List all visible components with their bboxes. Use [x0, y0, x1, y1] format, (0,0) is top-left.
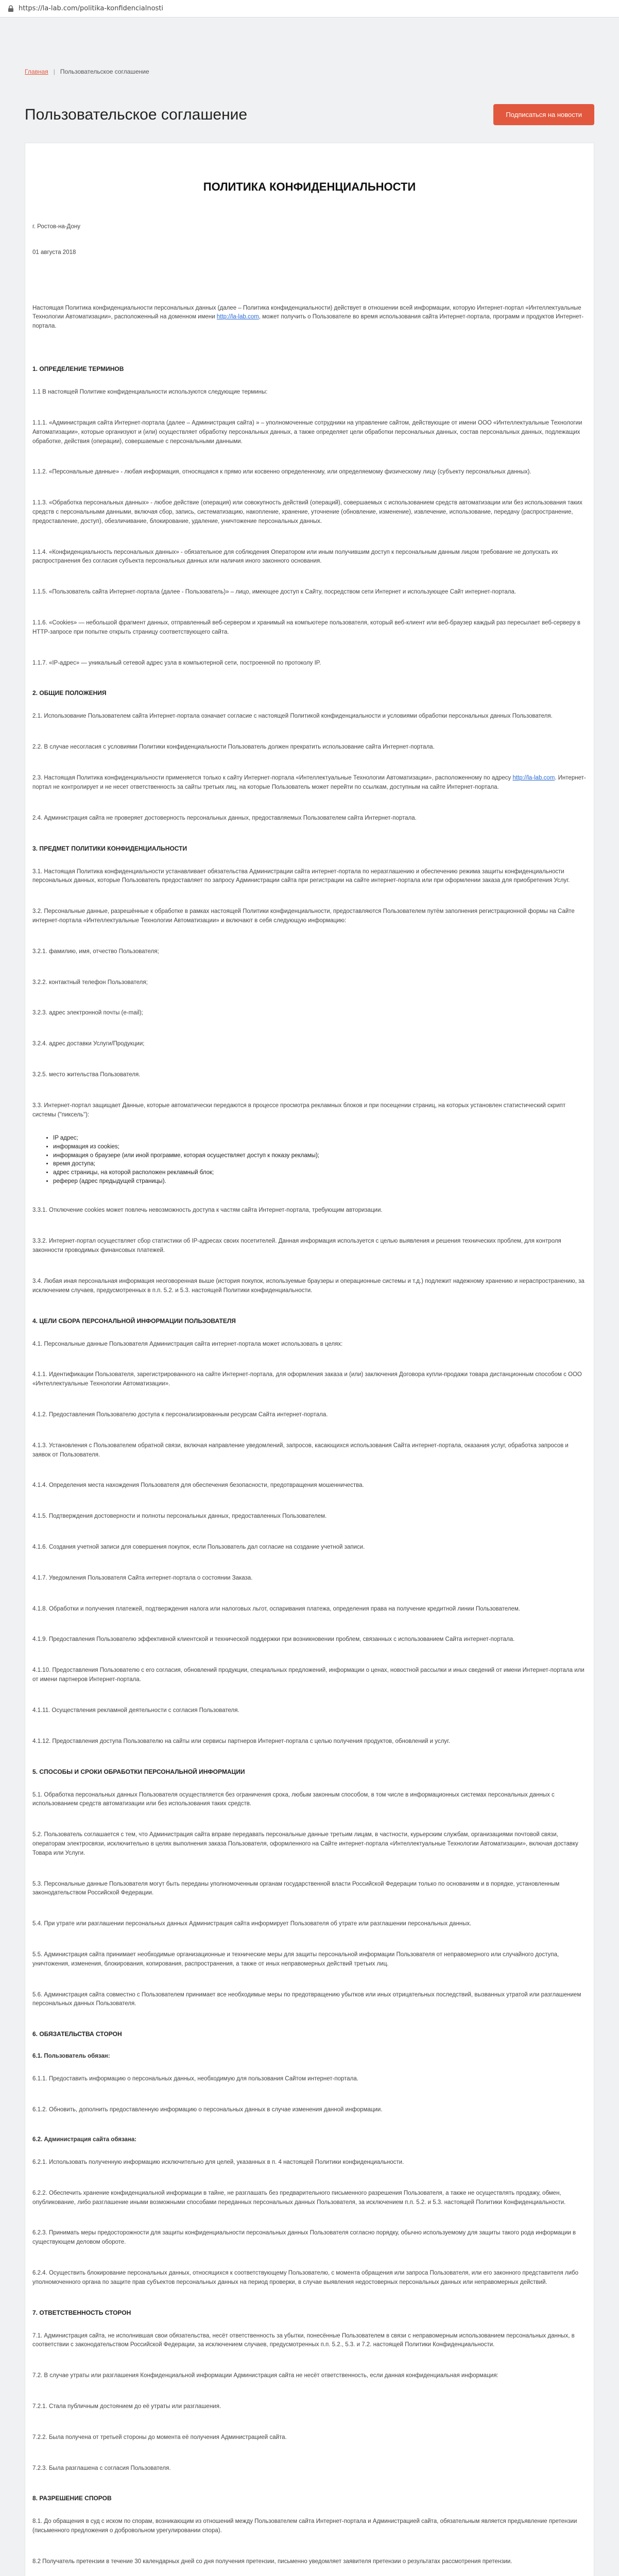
section-heading: 5. СПОСОБЫ И СРОКИ ОБРАБОТКИ ПЕРСОНАЛЬНОЙ ИНФОРМАЦИИ: [32, 1768, 245, 1775]
list-item: 4.1.1. Идентификации Пользователя, зарегистрированного на сайте Интернет-портала, для оформления заказа и (или) заключения Договора купли-продажи товара дистанционным способом с ООО «Интеллектуальные Технологии Автоматизации».: [32, 1371, 582, 1387]
paragraph: 5.2. Пользователь соглашается с тем, что Администрация сайта вправе передавать персональные данные третьим лицам, в частности, курьерским службам, организациями почтовой связи, операторам электросвязи, исключительно в целях выполнения заказа Пользователя, оформленного на Сайте интернет-портала «Интеллектуальные Технологии Автоматизации», включая доставку Товара или Услуги.: [32, 1832, 578, 1856]
paragraph: 1.1.1. «Администрация сайта Интернет-портала (далее – Администрация сайта) » – уполномоченные сотрудники на управление сайтом, действующие от имени ООО «Интеллектуальные Технологии Автоматизации», которые организуют и (или) осуществляет обработку персональных данных, а также определяет цели обработки персональных данных, состав персональных данных, подлежащих обработке, действия (операции), совершаемые с персональными данными.: [32, 419, 582, 445]
paragraph: 2.4. Администрация сайта не проверяет достоверность персональных данных, предоставляемых Пользователем сайта Интернет-портала.: [32, 815, 417, 821]
paragraph: 7.2. В случае утраты или разглашения Конфиденциальной информации Администрация сайта не несёт ответственность, если данная конфиденциальная информация:: [32, 2372, 498, 2379]
list-item: 6.2.4. Осуществить блокирование персональных данных, относящихся к соответствующему Пользователю, с момента обращения или запроса Пользователя, или его законного представителя либо уполномоченного органа по защите прав субъектов персональных данных на период проверки, в случае выявления недостоверных персональных данных или неправомерных действий.: [32, 2269, 579, 2285]
page-title: Пользовательское соглашение: [25, 106, 248, 123]
section-heading: 6. ОБЯЗАТЕЛЬСТВА СТОРОН: [32, 2030, 122, 2038]
list-item: 6.2.1. Использовать полученную информацию исключительно для целей, указанных в п. 4 настоящей Политики конфиденциальности.: [32, 2159, 404, 2165]
list-item: 4.1.2. Предоставления Пользователю доступа к персонализированным ресурсам Сайта интернет-портала.: [32, 1411, 328, 1418]
intro-paragraph: Настоящая Политика конфиденциальности персональных данных (далее – Политика конфиденциальности) действует в отношении всей информации, которую Интернет-портал «Интеллектуальные Технологии Автоматизации», расположенный на доменном имени http://la-lab.com, может получить о Пользователе во время использования сайта Интернет-портала, программ и продуктов Интернет-портала.: [32, 304, 584, 330]
paragraph: 3.2. Персональные данные, разрешённые к обработке в рамках настоящей Политики конфиденциальности, предоставляются Пользователем путём заполнения регистрационной формы на Сайте интернет-портала «Интеллектуальные Технологии Автоматизации» и включают в себя следующую информацию:: [32, 908, 575, 924]
list-item: 3.2.3. адрес электронной почты (e-mail);: [32, 1010, 143, 1016]
list-item: 4.1.12. Предоставления доступа Пользователю на сайты или сервисы партнеров Интернет-портала с целью получения продуктов, обновлений и услуг.: [32, 1738, 451, 1744]
browser-address-bar[interactable]: [0, 0, 619, 18]
list-item: • реферер (адрес предыдущей страницы).: [53, 1177, 587, 1186]
list-item: 3.2.2. контактный телефон Пользователя;: [32, 979, 148, 986]
list-item: • информация о браузере (или иной программе, которая осуществляет доступ к показу рекламы);: [53, 1151, 587, 1160]
list-item: • IP адрес;: [53, 1134, 587, 1143]
breadcrumb: [0, 18, 619, 75]
list-item: 6.1.1. Предоставить информацию о персональных данных, необходимую для пользования Сайтом интернет-портала.: [32, 2076, 358, 2082]
document-body: [25, 143, 594, 2576]
list-item: • информация из cookies;: [53, 1143, 587, 1151]
page-header: [0, 75, 619, 125]
url-text[interactable]: https://la-lab.com/politika-konfidencialnosti: [19, 5, 164, 12]
list-item: • адрес страницы, на которой расположен рекламный блок;: [53, 1168, 587, 1177]
list-item: 3.2.1. фамилию, имя, отчество Пользователя;: [32, 948, 159, 955]
paragraph: 3.3.1. Отключение cookies может повлечь невозможность доступа к частям сайта Интернет-портала, требующим авторизации.: [32, 1207, 383, 1214]
paragraph: 3.4. Любая иная персональная информация неоговоренная выше (история покупок, используемые браузеры и операционные системы и т.д.) подлежит надежному хранению и нераспространению, за исключением случаев, предусмотренных в п.п. 5.2. и 5.3. настоящей Политики конфиденциальности.: [32, 1278, 584, 1294]
list-item: • время доступа;: [53, 1160, 587, 1168]
list-item: 4.1.6. Создания учетной записи для совершения покупок, если Пользователь дал согласие на создание учетной записи.: [32, 1544, 365, 1551]
section-heading: 7. ОТВЕТСТВЕННОСТЬ СТОРОН: [32, 2309, 131, 2316]
list-item: 4.1.9. Предоставления Пользователю эффективной клиентской и технической поддержки при возникновении проблем, связанных с использованием Сайта интернет-портала.: [32, 1636, 515, 1643]
subsection-heading: 6.1. Пользователь обязан:: [32, 2053, 110, 2060]
list-item: 4.1.8. Обработки и получения платежей, подтверждения налога или налоговых льгот, оспаривания платежа, определения права на получение кредитной линии Пользователем.: [32, 1605, 520, 1612]
paragraph: 7.1. Администрация сайта, не исполнившая свои обязательства, несёт ответственность за убытки, понесённые Пользователем в связи с неправомерным использованием персональных данных, в соответствии с законодательством Российской Федерации, за исключением случаев, предусмотренных п.п. 5.2., 5.3. и 7.2. настоящей Политики Конфиденциальности.: [32, 2332, 575, 2348]
paragraph: 1.1.5. «Пользователь сайта Интернет-портала (далее - Пользователь)» – лицо, имеющее доступ к Сайту, посредством сети Интернет и использующее Сайт интернет-портала.: [32, 589, 517, 596]
paragraph: 1.1.3. «Обработка персональных данных» - любое действие (операция) или совокупность действий (операций), совершаемых с использованием средств автоматизации или без использования таких средств с персональными данными, включая сбор, запись, систематизацию, накопление, хранение, уточнение (обновление, изменение), извлечение, использование, передачу (распространение, предоставление, доступ), обезличивание, блокирование, удаление, уничтожение персональных данных.: [32, 500, 582, 524]
list-item: 7.2.1. Стала публичным достоянием до её утраты или разглашения.: [32, 2403, 221, 2410]
paragraph: 5.4. При утрате или разглашении персональных данных Администрация сайта информирует Пользователя об утрате или разглашении персональных данных.: [32, 1921, 472, 1927]
breadcrumb-separator: |: [53, 68, 55, 75]
section-heading: 3. ПРЕДМЕТ ПОЛИТИКИ КОНФИДЕНЦИАЛЬНОСТИ: [32, 844, 187, 852]
paragraph: 4.1. Персональные данные Пользователя Администрация сайта интернет-портала может использовать в целях:: [32, 1341, 343, 1347]
paragraph: 1.1.7. «IP-адрес» — уникальный сетевой адрес узла в компьютерной сети, построенной по протоколу IP.: [32, 659, 321, 666]
section-heading: 8. РАЗРЕШЕНИЕ СПОРОВ: [32, 2495, 112, 2502]
paragraph: 3.3. Интернет-портал защищает Данные, которые автоматически передаются в процессе просмотра рекламных блоков и при посещении страниц, на которых установлен статистический скрипт системы ("пиксель"):: [32, 1102, 566, 1118]
paragraph: 1.1.6. «Cookies» — небольшой фрагмент данных, отправленный веб-сервером и хранимый на компьютере пользователя, который веб-клиент или веб-браузер каждый раз пересылает веб-серверу в HTTP-запросе при попытке открыть страницу соответствующего сайта.: [32, 620, 580, 635]
paragraph: 8.2 Получатель претензии в течение 30 календарных дней со дня получения претензии, письменно уведомляет заявителя претензии о результатах рассмотрения претензии.: [32, 2558, 512, 2565]
document-title: ПОЛИТИКА КОНФИДЕНЦИАЛЬНОСТИ: [203, 180, 416, 193]
section-heading: 4. ЦЕЛИ СБОРА ПЕРСОНАЛЬНОЙ ИНФОРМАЦИИ ПОЛЬЗОВАТЕЛЯ: [32, 1317, 236, 1325]
breadcrumb-current: Пользовательское соглашение: [60, 68, 149, 75]
paragraph: 1.1.4. «Конфиденциальность персональных данных» - обязательное для соблюдения Оператором или иным получившим доступ к персональным данным лицом требование не допускать их распространения без согласия субъекта персональных данных или наличия иного законного основания.: [32, 549, 558, 565]
paragraph: 3.1. Настоящая Политика конфиденциальности устанавливает обязательства Администрации сайта интернет-портала по неразглашению и обеспечению режима защиты конфиденциальности персональных данных, которые Пользователь предоставляет по запросу Администрации сайта при регистрации на сайте интернет-портала или при оформлении заказа для приобретения Услуг.: [32, 868, 570, 884]
collected-data-list: [32, 1134, 587, 1185]
paragraph: 8.1. До обращения в суд с иском по спорам, возникающим из отношений между Пользователем сайта Интернет-портала и Администрацией сайта, обязательным является предъявление претензии (письменного предложения о добровольном урегулировании спора).: [32, 2518, 577, 2534]
list-item: 6.1.2. Обновить, дополнить предоставленную информацию о персональных данных в случае изменения данной информации.: [32, 2107, 383, 2113]
list-item: 4.1.11. Осуществления рекламной деятельности с согласия Пользователя.: [32, 1707, 239, 1714]
document-date: 01 августа 2018: [32, 249, 76, 256]
list-item: 4.1.5. Подтверждения достоверности и полноты персональных данных, предоставленных Пользователем.: [32, 1513, 327, 1520]
site-link[interactable]: http://la-lab.com: [512, 775, 555, 782]
list-item: 4.1.4. Определения места нахождения Пользователя для обеспечения безопасности, предотвращения мошенничества.: [32, 1482, 364, 1489]
list-item: 7.2.2. Была получена от третьей стороны до момента её получения Администрацией сайта.: [32, 2434, 287, 2441]
paragraph: 5.3. Персональные данные Пользователя могут быть переданы уполномоченным органам государственной власти Российской Федерации только по основаниям и в порядке, установленным законодательством Российской Федерации.: [32, 1880, 560, 1896]
section-heading: 2. ОБЩИЕ ПОЛОЖЕНИЯ: [32, 689, 107, 697]
site-link[interactable]: http://la-lab.com: [216, 314, 259, 320]
list-item: 3.2.5. место жительства Пользователя.: [32, 1072, 141, 1078]
lock-icon: [7, 5, 14, 12]
paragraph: 1.1.2. «Персональные данные» - любая информация, относящаяся к прямо или косвенно определенному, или определяемому физическому лицу (субъекту персональных данных).: [32, 469, 531, 476]
paragraph: 2.3. Настоящая Политика конфиденциальности применяется только к сайту Интернет-портала «Интеллектуальные Технологии Автоматизации», расположенному по адресу http://la-lab.com. Интернет-портал не контролирует и не несет ответственность за сайты третьих лиц, на которые Пользователь может перейти по ссылкам, доступным на сайте Интернет-портала.: [32, 775, 586, 790]
section-heading: 1. ОПРЕДЕЛЕНИЕ ТЕРМИНОВ: [32, 365, 124, 373]
paragraph: 1.1 В настоящей Политике конфиденциальности используются следующие термины:: [32, 389, 268, 396]
list-item: 6.2.2. Обеспечить хранение конфиденциальной информации в тайне, не разглашать без предварительного письменного разрешения Пользователя, а также не осуществлять продажу, обмен, опубликование, либо разглашение иными возможными способами переданных персональных данных Пользователя, за исключением п.п. 5.2. и 5.3. настоящей Политики Конфиденциальности.: [32, 2190, 566, 2206]
paragraph: 5.1. Обработка персональных данных Пользователя осуществляется без ограничения срока, любым законным способом, в том числе в информационных системах персональных данных с использованием средств автоматизации или без использования таких средств.: [32, 1791, 555, 1807]
breadcrumb-home-link[interactable]: Главная: [25, 68, 48, 75]
paragraph: 3.3.2. Интернет-портал осуществляет сбор статистики об IP-адресах своих посетителей. Данная информация используется с целью выявления и решения технических проблем, для контроля законности проводимых финансовых платежей.: [32, 1238, 561, 1254]
list-item: 3.2.4. адрес доставки Услуги/Продукции;: [32, 1041, 145, 1047]
document-city: г. Ростов-на-Дону: [32, 224, 80, 230]
paragraph: 5.5. Администрация сайта принимает необходимые организационные и технические меры для защиты персональной информации Пользователя от неправомерного или случайного доступа, уничтожения, изменения, блокирования, копирования, распространения, а также от иных неправомерных действий третьих лиц.: [32, 1952, 559, 1967]
paragraph: 2.1. Использование Пользователем сайта Интернет-портала означает согласие с настоящей Политикой конфиденциальности и условиями обработки персональных данных Пользователя.: [32, 713, 553, 720]
list-item: 4.1.10. Предоставления Пользователю с его согласия, обновлений продукции, специальных предложений, информации о ценах, новостной рассылки и иных сведений от имени Интернет-портала или от имени партнеров Интернет-портала.: [32, 1667, 584, 1683]
list-item: 4.1.7. Уведомления Пользователя Сайта интернет-портала о состоянии Заказа.: [32, 1574, 253, 1581]
list-item: 7.2.3. Была разглашена с согласия Пользователя.: [32, 2465, 171, 2471]
subscribe-button[interactable]: Подписаться на новости: [493, 104, 594, 125]
paragraph: 2.2. В случае несогласия с условиями Политики конфиденциальности Пользователь должен прекратить использование сайта Интернет-портала.: [32, 744, 435, 751]
subsection-heading: 6.2. Администрация сайта обязана:: [32, 2136, 137, 2143]
paragraph: 5.6. Администрация сайта совместно с Пользователем принимает все необходимые меры по предотвращению убытков или иных отрицательных последствий, вызванных утратой или разглашением персональных данных Пользователя.: [32, 1991, 581, 2007]
list-item: 6.2.3. Принимать меры предосторожности для защиты конфиденциальности персональных данных Пользователя согласно порядку, обычно используемому для защиты такого рода информации в существующем деловом обороте.: [32, 2230, 576, 2246]
list-item: 4.1.3. Установления с Пользователем обратной связи, включая направление уведомлений, запросов, касающихся использования Сайта интернет-портала, оказания услуг, обработка запросов и заявок от Пользователя.: [32, 1442, 569, 1458]
